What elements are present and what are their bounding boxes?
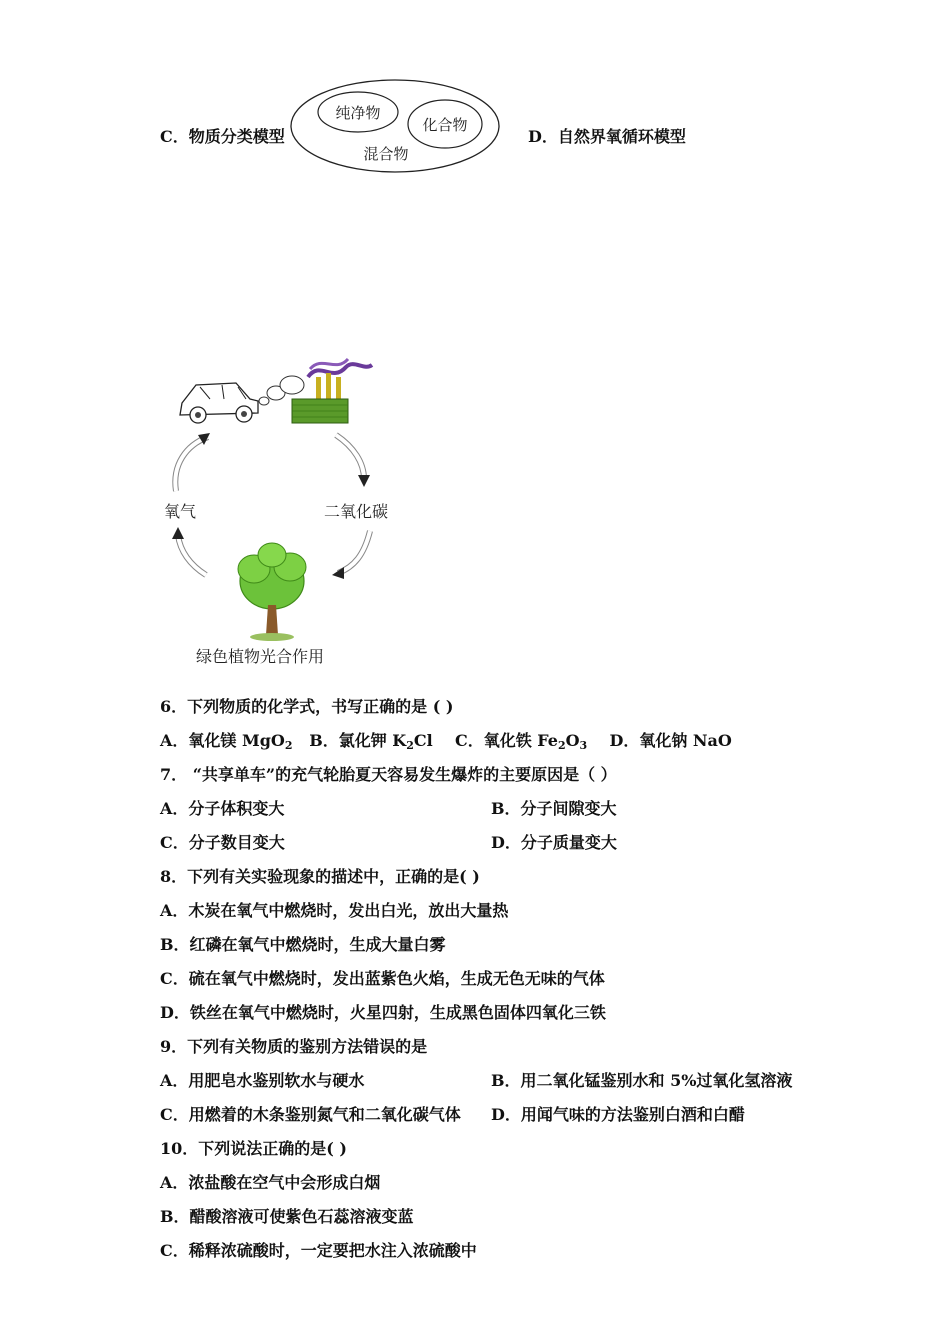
q8-option-a: A．木炭在氧气中燃烧时，发出白光，放出大量热 — [160, 901, 509, 920]
q8-option-b: B．红磷在氧气中燃烧时，生成大量白雾 — [160, 935, 446, 954]
q6-stem: 6．下列物质的化学式，书写正确的是 ( ) — [160, 697, 454, 716]
pure-substance-label: 纯净物 — [335, 104, 381, 122]
q9-option-b: B．用二氧化锰鉴别水和 5%过氧化氢溶液 — [491, 1071, 793, 1090]
car-icon — [180, 383, 258, 423]
factory-icon — [292, 359, 372, 423]
q8-option-d: D．铁丝在氧气中燃烧时，火星四射，生成黑色固体四氧化三铁 — [160, 1003, 606, 1022]
q7-option-c: C．分子数目变大 — [160, 833, 285, 852]
arrow-to-co2-icon — [358, 475, 370, 487]
q6-option-b: B．氯化钾 $K_2Cl$ — [309, 731, 433, 752]
photosynthesis-label: 绿色植物光合作用 — [196, 647, 325, 666]
oxygen-label: 氧气 — [164, 502, 197, 521]
option-c-label: C．物质分类模型 — [160, 127, 285, 146]
option-d-label: D．自然界氧循环模型 — [528, 127, 686, 146]
mixture-label: 混合物 — [363, 145, 409, 163]
q10-option-c: C．稀释浓硫酸时，一定要把水注入浓硫酸中 — [160, 1241, 477, 1260]
compound-label: 化合物 — [422, 116, 468, 134]
q9-option-a: A．用肥皂水鉴别软水与硬水 — [160, 1071, 365, 1090]
q7-stem: 7． “共享单车”的充气轮胎夏天容易发生爆炸的主要原因是（ ） — [160, 765, 617, 784]
q7-option-b: B．分子间隙变大 — [491, 799, 617, 818]
q10-option-a: A．浓盐酸在空气中会形成白烟 — [160, 1173, 381, 1192]
q10-option-b: B．醋酸溶液可使紫色石蕊溶液变蓝 — [160, 1207, 414, 1226]
q6-option-a: A．氧化镁 MgO$_2$ — [160, 731, 293, 752]
co2-label: 二氧化碳 — [324, 502, 389, 521]
arrow-to-tree-icon — [332, 567, 344, 579]
q6-option-c: C．氧化铁 $Fe_2O_3$ — [454, 731, 588, 752]
q9-option-d: D．用闻气味的方法鉴别白酒和白醋 — [491, 1105, 745, 1124]
q9-stem: 9．下列有关物质的鉴别方法错误的是 — [160, 1037, 428, 1056]
arrow-to-oxygen-icon — [172, 527, 184, 539]
q10-stem: 10．下列说法正确的是( ) — [160, 1139, 347, 1158]
q9-option-c: C．用燃着的木条鉴别氮气和二氧化碳气体 — [160, 1105, 461, 1124]
q7-option-a: A．分子体积变大 — [160, 799, 285, 818]
classification-diagram — [288, 76, 502, 176]
q6-option-d: D．氧化钠 NaO — [609, 731, 732, 750]
q7-option-d: D．分子质量变大 — [491, 833, 617, 852]
oxygen-cycle-diagram — [150, 355, 410, 675]
q6-options — [160, 731, 732, 756]
q8-stem: 8．下列有关实验现象的描述中，正确的是( ) — [160, 867, 480, 886]
q8-option-c: C．硫在氧气中燃烧时，发出蓝紫色火焰，生成无色无味的气体 — [160, 969, 605, 988]
tree-icon — [238, 543, 306, 641]
